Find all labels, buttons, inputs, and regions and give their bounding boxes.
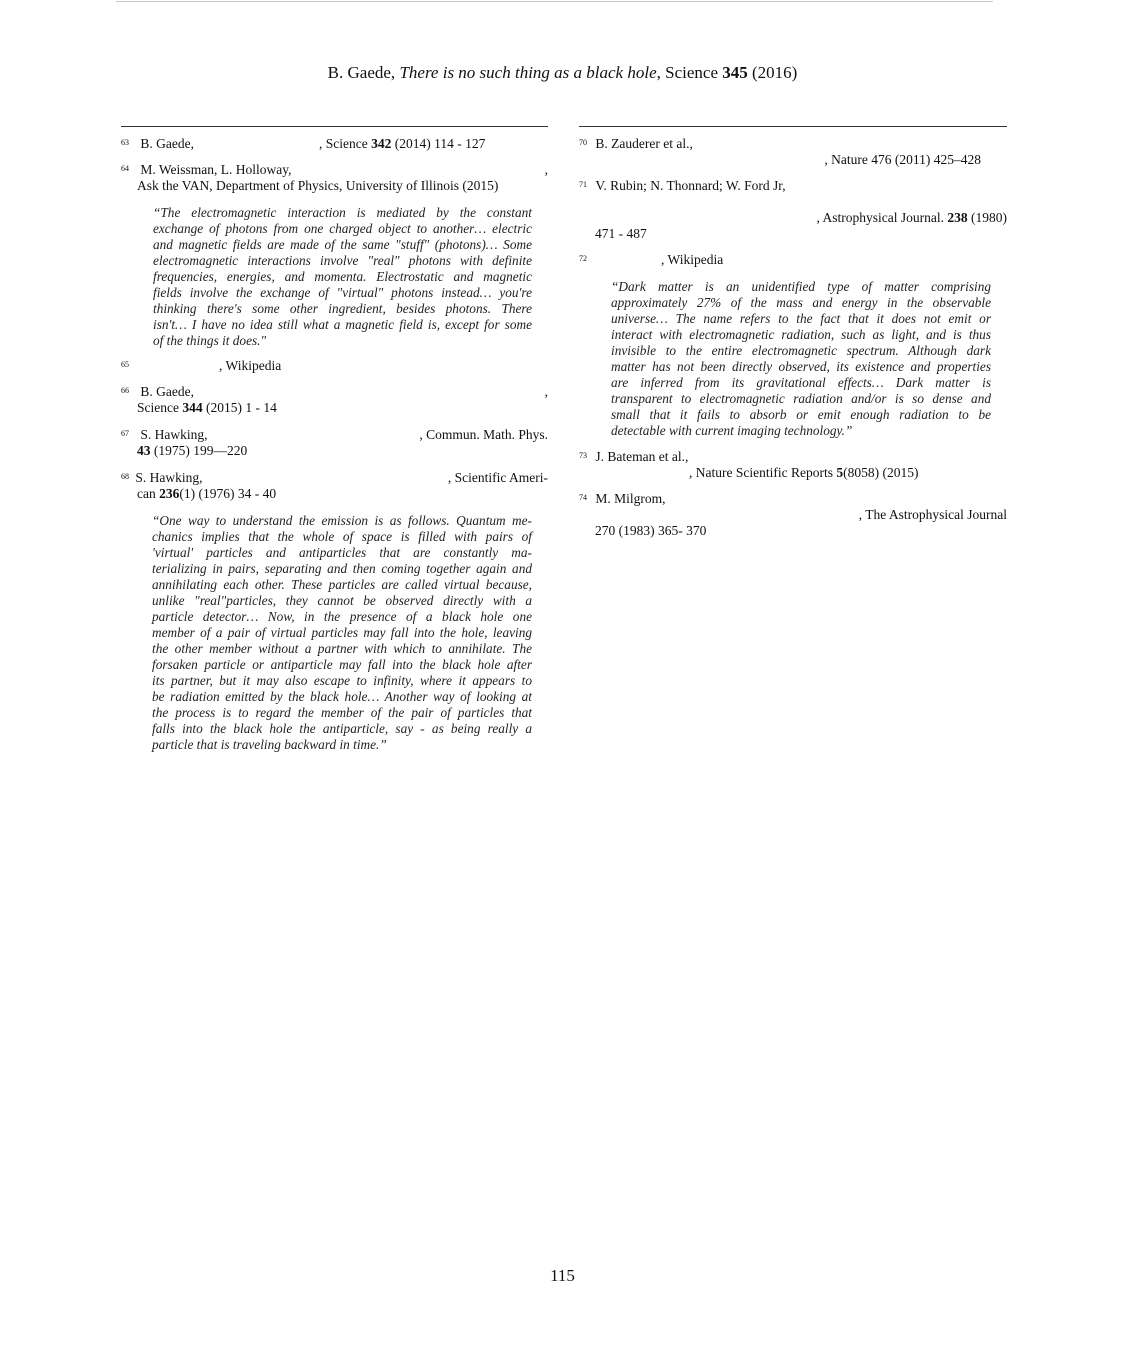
ref-volume: 5 (836, 465, 844, 480)
ref-volume: 43 (137, 443, 151, 458)
ref-number: 63 (121, 138, 129, 147)
ref-year: (1980) (967, 210, 1007, 225)
quote-line: universe… The name refers to the fact that it does not emit or (611, 311, 991, 326)
ref-number: 71 (579, 180, 587, 189)
ref-journal: , Scientific Ameri- (447, 470, 548, 485)
quote-line: chanics implies that the whole of space is filled with pairs of (152, 529, 532, 544)
reference-72 (579, 252, 1007, 268)
quote-line: thinking there's some other ingredient, besides photons. There (153, 301, 532, 316)
ref-authors: S. Hawking, (140, 427, 208, 442)
header-journal: , Science (656, 63, 723, 82)
quote-line: small that it fails to absorb or emit enough radiation to be (611, 407, 991, 422)
ref-journal: , Nature Scientific Reports (689, 465, 837, 480)
quote-line: 'virtual' particles and antiparticles that are constantly ma- (152, 545, 532, 560)
quote-line: annihilating each other. These particles are called virtual because, (152, 577, 532, 592)
ref-number: 73 (579, 451, 587, 460)
ref-source: , Wikipedia (661, 252, 724, 267)
ref-authors: S. Hawking, (135, 470, 203, 485)
header-volume: 345 (722, 63, 748, 82)
ref-journal: Science (137, 400, 183, 415)
reference-68 (121, 470, 548, 502)
ref-number: 66 (121, 386, 129, 395)
ref-number: 64 (121, 164, 129, 173)
ref-volume: 236 (159, 486, 180, 501)
quote-line: its partner, but it may also escape to infinity, where it appears to (152, 673, 532, 688)
quote-line: matter has not been directly observed, its existence and properties (611, 359, 991, 374)
quote-line: the other member without a partner with which to annihilate. The (152, 641, 532, 656)
ref-journal: , Commun. Math. Phys. (419, 427, 548, 442)
quote-line: exchange of photons from one charged object to another… electric (153, 221, 532, 236)
quote-line: transparent to electromagnetic radiation and/or is so dense and (611, 391, 991, 406)
ref-authors: V. Rubin; N. Thonnard; W. Ford Jr, (595, 178, 786, 193)
ref-number: 65 (121, 360, 129, 369)
ref-authors: B. Zauderer et al., (595, 136, 693, 151)
reference-73 (579, 449, 1007, 481)
ref-separator: , (544, 384, 548, 399)
quote-line: the process is to regard the member of the pair of particles that (152, 705, 532, 720)
quote-line: isn't… I have no idea still what a magnetic field is, except for some (153, 317, 532, 332)
quote-line: of the things it does." (153, 333, 267, 348)
ref-pages: (1975) 199—220 (150, 443, 248, 458)
ref-volume: 342 (371, 136, 392, 151)
quote-line: “Dark matter is an unidentified type of matter comprising (611, 279, 991, 294)
reference-67 (121, 427, 548, 459)
quote-line: falls into the black hole the antiparticle, say - as being really a (152, 721, 532, 736)
ref-number: 68 (121, 472, 129, 481)
ref-authors: B. Gaede, (140, 384, 194, 399)
ref-source: , Nature 476 (2011) 425–428 (824, 152, 981, 167)
quote-line: detectable with current imaging technology.” (611, 423, 853, 438)
ref-number: 74 (579, 493, 587, 502)
ref-authors: M. Weissman, L. Holloway, (140, 162, 292, 177)
quote-line: terializing in pairs, separating and then coming together again and (152, 561, 532, 576)
reference-74 (579, 491, 1007, 539)
quote-line: particle that is traveling backward in time.” (152, 737, 387, 752)
ref-pages: (2014) 114 - 127 (391, 136, 486, 151)
ref-journal: , Science (319, 136, 372, 151)
ref-volume: 344 (182, 400, 203, 415)
quote-line: be radiation emitted by the black hole… Another way of looking at (152, 689, 532, 704)
ref-separator: , (544, 162, 548, 177)
page-number: 115 (550, 1266, 575, 1285)
reference-65 (121, 358, 548, 374)
ref-source: Ask the VAN, Department of Physics, University of Illinois (2015) (137, 178, 499, 193)
quote-72 (611, 279, 991, 439)
quote-line: “One way to understand the emission is as follows. Quantum me- (152, 513, 532, 528)
reference-70 (579, 136, 1007, 168)
ref-pages: (8058) (2015) (843, 465, 919, 480)
quote-line: member of a pair of virtual particles may fall into the hole, leaving (152, 625, 532, 640)
ref-authors: J. Bateman et al., (595, 449, 689, 464)
quote-line: forsaken particle or antiparticle may fall into the black hole after (152, 657, 532, 672)
ref-authors: M. Milgrom, (595, 491, 666, 506)
ref-journal: , Astrophysical Journal. (816, 210, 948, 225)
ref-source: , Wikipedia (219, 358, 282, 373)
running-header (0, 63, 1125, 83)
ref-journal-cont: can (137, 486, 160, 501)
quote-line: frequencies, energies, and momenta. Electrostatic and magnetic (153, 269, 532, 284)
ref-pages: 270 (1983) 365- 370 (595, 523, 707, 538)
ref-pages: (1) (1976) 34 - 40 (179, 486, 277, 501)
quote-line: electromagnetic interactions involve "real" photons with definite (153, 253, 532, 268)
quote-64 (153, 205, 532, 349)
quote-line: and magnetic fields are made of the same "stuff" (photons)… Some (153, 237, 532, 252)
reference-64 (121, 162, 548, 194)
quote-line: are inferred from its gravitational effects… Dark matter is (611, 375, 991, 390)
right-column (579, 126, 1007, 538)
reference-63 (121, 136, 548, 152)
ref-journal: , The Astrophysical Journal (858, 507, 1007, 522)
reference-71 (579, 178, 1007, 242)
ref-authors: B. Gaede, (140, 136, 194, 151)
ref-pages: (2015) 1 - 14 (202, 400, 277, 415)
left-column (121, 126, 548, 752)
header-title: There is no such thing as a black hole (399, 63, 657, 82)
reference-66 (121, 384, 548, 416)
ref-volume: 238 (947, 210, 968, 225)
quote-line: interact with electromagnetic radiation, such as light, and is thus (611, 327, 991, 342)
top-rule (116, 1, 993, 2)
header-year: (2016) (747, 63, 798, 82)
quote-line: invisible to the entire electromagnetic spectrum. Although dark (611, 343, 991, 358)
quote-line: particle detector… Now, in the presence of a black hole one (152, 609, 532, 624)
quote-line: approximately 27% of the mass and energy in the observable (611, 295, 991, 310)
ref-pages: 471 - 487 (595, 226, 647, 241)
header-author: B. Gaede, (327, 63, 400, 82)
ref-number: 67 (121, 429, 129, 438)
ref-number: 72 (579, 254, 587, 263)
quote-line: unlike "real"particles, they cannot be observed directly with a (152, 593, 532, 608)
quote-68 (152, 513, 532, 753)
ref-number: 70 (579, 138, 587, 147)
quote-line: fields involve the exchange of "virtual" photons instead… you're (153, 285, 532, 300)
quote-line: “The electromagnetic interaction is mediated by the constant (153, 205, 532, 220)
